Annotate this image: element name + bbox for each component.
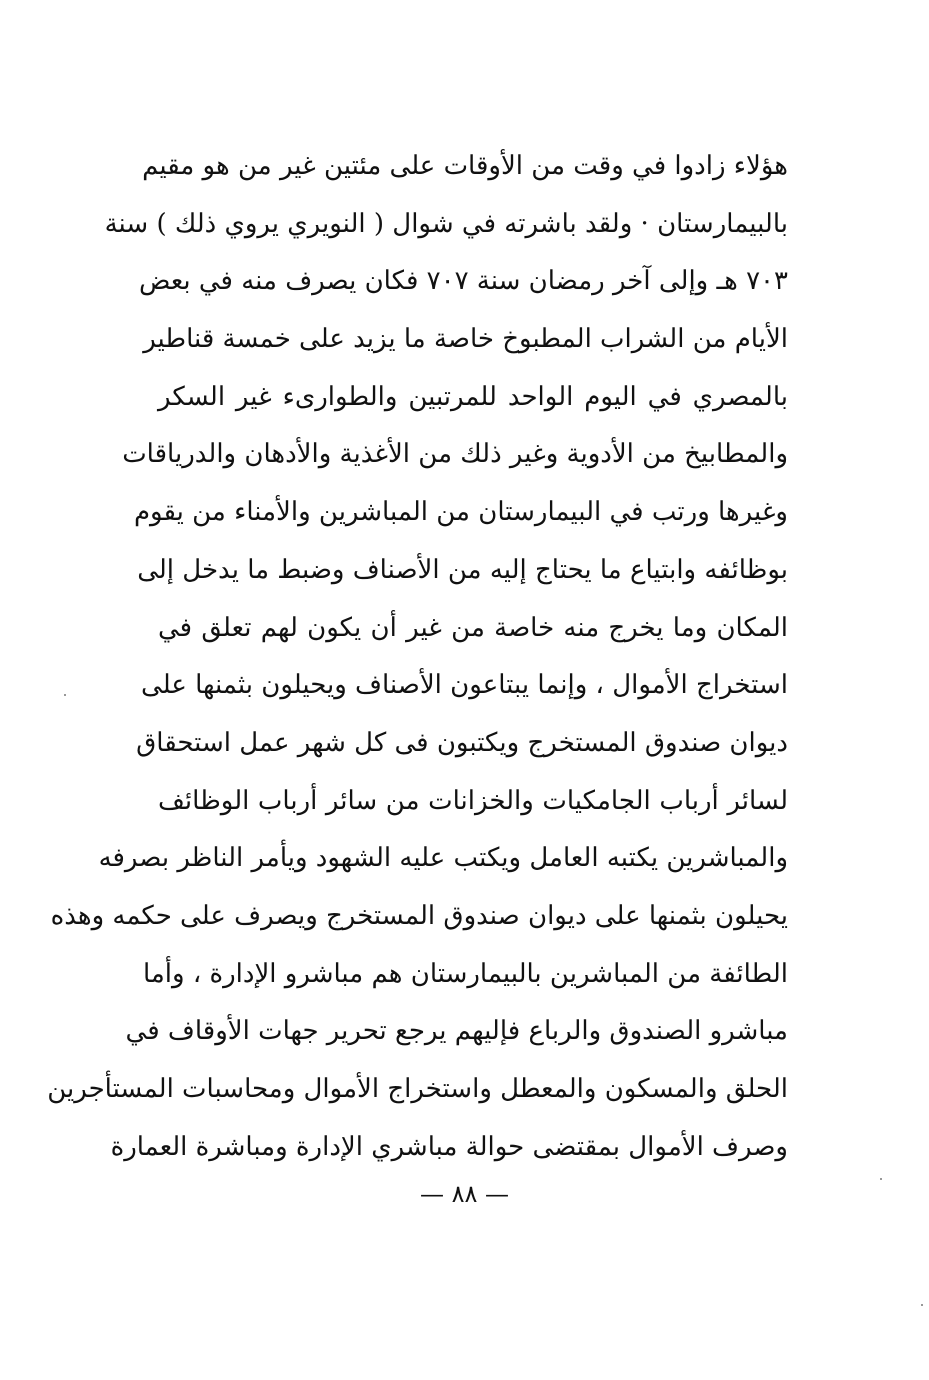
text-line: بالبيمارستان · ولقد باشرته في شوال ( النويري يروي ذلك ) سنة: [104, 208, 788, 239]
text-line: يحيلون بثمنها على ديوان صندوق المستخرج ويصرف على حكمه وهذه: [50, 900, 788, 931]
text-line: لسائر أرباب الجامكيات والخزانات من سائر أرباب الوظائف: [158, 785, 788, 816]
text-line: والمطابيخ من الأدوية وغير ذلك من الأغذية والأدهان والدرياقات: [122, 439, 788, 470]
text-line: بالمصري في اليوم الواحد للمرتبين والطوارىء غير السكر: [158, 381, 788, 412]
text-line: ٧٠٣ هـ وإلى آخر رمضان سنة ٧٠٧ فكان يصرف منه في بعض: [138, 266, 788, 297]
text-line: المكان وما يخرج منه خاصة من غير أن يكون لهم تعلق في: [158, 612, 788, 643]
text-line: والمباشرين يكتبه العامل ويكتب عليه الشهود ويأمر الناظر بصرفه: [98, 843, 788, 874]
text-line: الحلق والمسكون والمعطل واستخراج الأموال ومحاسبات المستأجرين: [47, 1074, 788, 1104]
text-line: وصرف الأموال بمقتضى حوالة مباشري الإدارة ومباشرة العمارة: [110, 1131, 788, 1162]
text-line: بوظائفه وابتياع ما يحتاج إليه من الأصناف وضبط ما يدخل إلى: [137, 554, 788, 585]
scan-speck: [64, 694, 66, 696]
body-text: [47, 138, 788, 1176]
text-line: الطائفة من المباشرين بالبيمارستان هم مباشرو الإدارة ، وأما: [142, 958, 788, 989]
text-line: ديوان صندوق المستخرج ويكتبون فى كل شهر عمل استحقاق: [136, 727, 788, 758]
text-line: هؤلاء زادوا في وقت من الأوقات على مئتين غير من هو مقيم: [142, 151, 788, 181]
text-line: استخراج الأموال ، وإنما يبتاعون الأصناف ويحيلون بثمنها على: [141, 670, 788, 701]
page-number: — ٨٨ —: [419, 1180, 510, 1208]
text-line: الأيام من الشراب المطبوخ خاصة ما يزيد على خمسة قناطير: [143, 324, 788, 355]
text-line: وغيرها ورتب في البيمارستان من المباشرين والأمناء من يقوم: [133, 497, 788, 528]
scan-speck: [921, 1304, 923, 1306]
text-line: مباشرو الصندوق والرباع فإليهم يرجع تحرير جهات الأوقاف في: [125, 1016, 788, 1047]
scan-speck: [880, 1178, 882, 1180]
